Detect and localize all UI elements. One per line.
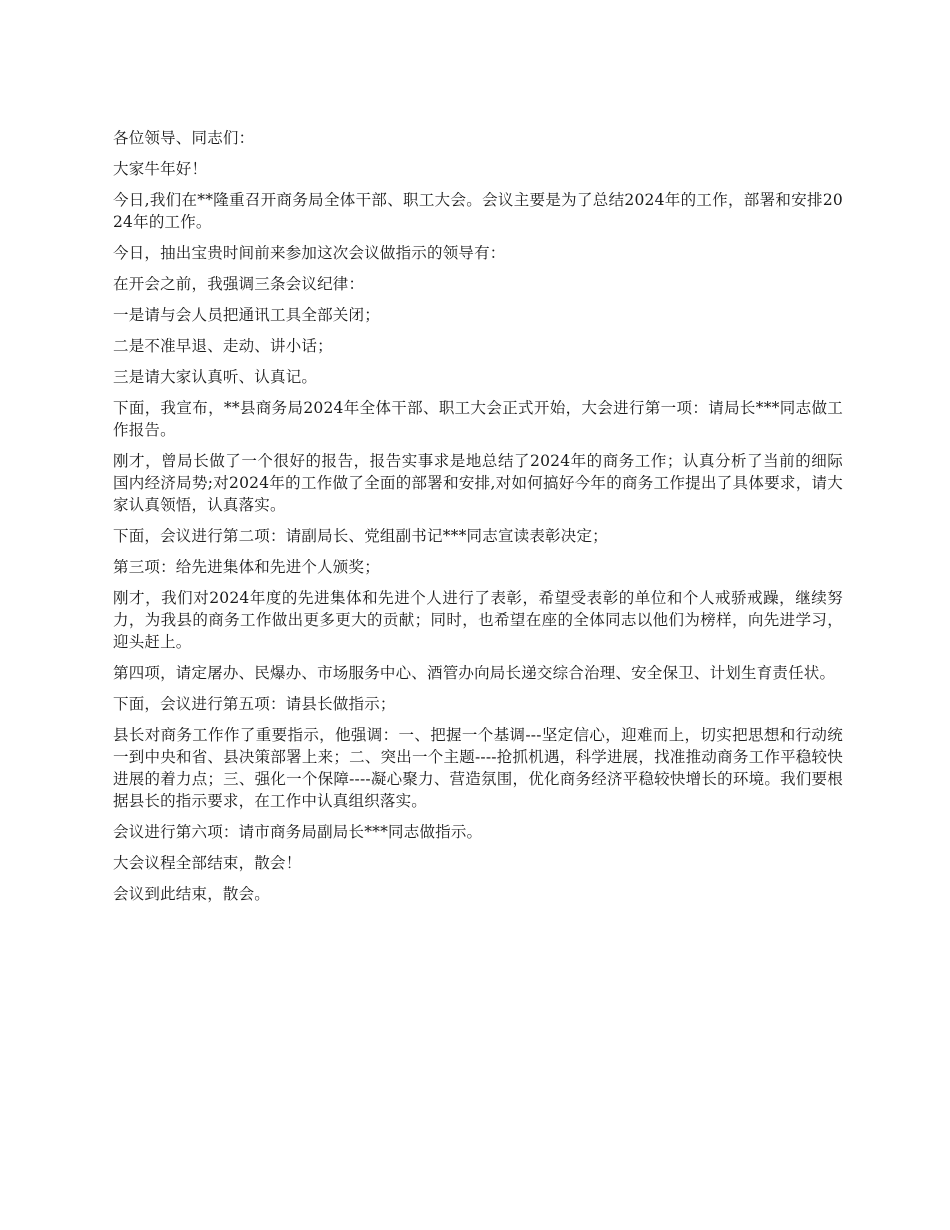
greeting: 大家牛年好！ bbox=[113, 160, 208, 178]
paragraph-closing-1: 大会议程全部结束，散会！ bbox=[113, 854, 302, 872]
paragraph-item-1: 下面，我宣布，**县商务局2024年全体干部、职工大会正式开始，大会进行第一项：请局长***同志做工作报告。 bbox=[113, 399, 843, 439]
paragraph-discipline-2: 二是不准早退、走动、讲小话； bbox=[113, 337, 333, 355]
paragraph-report-summary: 刚才，曾局长做了一个很好的报告，报告实事求是地总结了2024年的商务工作；认真分析了当前的细际国内经济局势;对2024年的工作做了全面的部署和安排,对如何搞好今年的商务工作提出了具体要求，请大家认真领悟，认真落实。 bbox=[113, 452, 843, 514]
paragraph-opening: 今日,我们在**隆重召开商务局全体干部、职工大会。会议主要是为了总结2024年的工作，部署和安排2024年的工作。 bbox=[113, 191, 843, 231]
document-body bbox=[113, 127, 843, 914]
paragraph-discipline-1: 一是请与会人员把通讯工具全部关闭； bbox=[113, 306, 380, 324]
salutation: 各位领导、同志们： bbox=[113, 129, 255, 147]
paragraph-item-4: 第四项，请定屠办、民爆办、市场服务中心、酒管办向局长递交综合治理、安全保卫、计划生育责任状。 bbox=[113, 664, 836, 682]
paragraph-item-5: 下面，会议进行第五项：请县长做指示； bbox=[113, 695, 396, 713]
paragraph-item-6: 会议进行第六项：请市商务局副局长***同志做指示。 bbox=[113, 823, 483, 841]
paragraph-county-instructions: 县长对商务工作作了重要指示，他强调：一、把握一个基调---坚定信心，迎难而上，切实把思想和行动统一到中央和省、县决策部署上来；二、突出一个主题----抢抓机遇，科学进展，找准推动商务工作平稳较快进展的着力点；三、强化一个保障----凝心聚力、营造氛围，优化商务经济平稳较快增长的环境。我们要根据县长的指示要求，在工作中认真组织落实。 bbox=[113, 726, 843, 810]
paragraph-discipline-intro: 在开会之前，我强调三条会议纪律： bbox=[113, 275, 365, 293]
paragraph-item-2: 下面，会议进行第二项：请副局长、党组副书记***同志宣读表彰决定； bbox=[113, 527, 608, 545]
paragraph-closing-2: 会议到此结束，散会。 bbox=[113, 885, 271, 903]
paragraph-awards-summary: 刚才，我们对2024年度的先进集体和先进个人进行了表彰，希望受表彰的单位和个人戒骄戒躁，继续努力，为我县的商务工作做出更多更大的贡献；同时，也希望在座的全体同志以他们为榜样，向先进学习，迎头赶上。 bbox=[113, 589, 843, 651]
paragraph-item-3: 第三项：给先进集体和先进个人颁奖； bbox=[113, 558, 380, 576]
paragraph-leaders: 今日，抽出宝贵时间前来参加这次会议做指示的领导有： bbox=[113, 244, 506, 262]
paragraph-discipline-3: 三是请大家认真听、认真记。 bbox=[113, 368, 318, 386]
